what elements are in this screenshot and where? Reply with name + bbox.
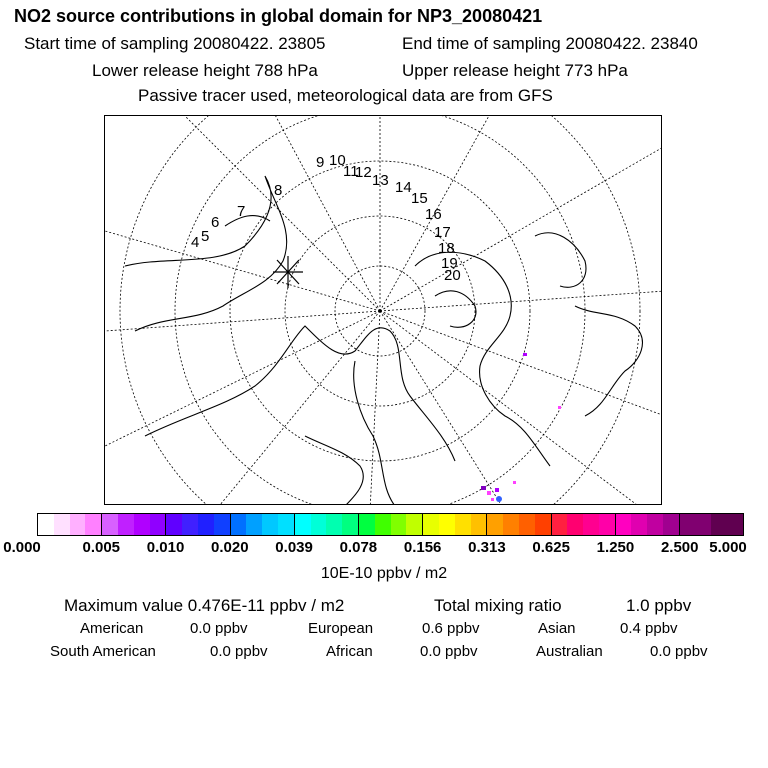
color-scale-swatch: [406, 514, 422, 535]
color-scale-tick-label: 0.010: [146, 539, 185, 556]
color-scale-swatch: [359, 514, 375, 535]
color-scale-swatch: [423, 514, 439, 535]
color-scale-swatch: [663, 514, 679, 535]
color-scale-swatch: [535, 514, 551, 535]
polar-map: [104, 115, 662, 505]
color-scale-swatch: [519, 514, 535, 535]
trajectory-label: 9: [316, 154, 325, 171]
plume-cell: [481, 486, 486, 490]
source-value-european: 0.6 ppbv: [422, 620, 480, 637]
color-scale-swatch: [616, 514, 632, 535]
plume-cell: [496, 496, 502, 502]
source-value-south-american: 0.0 ppbv: [210, 643, 268, 660]
color-scale-tick-label: 0.156: [403, 539, 442, 556]
color-scale-swatch: [711, 514, 743, 535]
trajectory-label: 18: [438, 240, 455, 257]
color-scale-tick-label: 0.078: [339, 539, 378, 556]
color-scale-swatch: [647, 514, 663, 535]
source-label-australian: Australian: [536, 643, 603, 660]
color-scale-swatch: [166, 514, 182, 535]
color-scale-box: [102, 514, 166, 535]
color-scale-tick-label: 5.000: [709, 539, 747, 556]
color-scale-swatch: [342, 514, 358, 535]
plume-cell: [491, 498, 494, 501]
color-scale-box: [38, 514, 102, 535]
color-scale-swatch: [471, 514, 487, 535]
color-scale-swatch: [680, 514, 712, 535]
meridian: [105, 311, 380, 331]
color-scale-box: [423, 514, 487, 535]
color-scale-swatch: [231, 514, 247, 535]
upper-release-height: Upper release height 773 hPa: [402, 61, 628, 80]
trajectory-label: 11: [343, 163, 359, 180]
trajectory-label: 12: [355, 164, 372, 181]
trajectory-label: 7: [237, 203, 246, 220]
color-scale-box: [166, 514, 230, 535]
max-value: Maximum value 0.476E-11 ppbv / m2: [64, 596, 345, 615]
plume-cell: [558, 406, 561, 409]
color-scale-bar: [37, 513, 744, 536]
meridian: [165, 116, 380, 311]
meridian: [265, 116, 380, 311]
color-scale-tick-label: 0.020: [211, 539, 249, 556]
source-label-european: European: [308, 620, 374, 637]
coastline-pacific: [575, 306, 642, 416]
coastline-islands: [435, 291, 476, 328]
meridian: [380, 146, 662, 311]
coastline-chukotka: [535, 233, 586, 287]
meridian: [105, 311, 380, 446]
source-label-african: African: [326, 643, 373, 660]
color-scale-swatch: [487, 514, 503, 535]
start-time: Start time of sampling 20080422. 23805: [24, 34, 326, 53]
source-label-asian: Asian: [538, 620, 576, 637]
trajectory-label: 15: [411, 190, 428, 207]
color-scale-box: [616, 514, 680, 535]
color-scale-box: [295, 514, 359, 535]
color-scale-tick-label: 0.313: [468, 539, 506, 556]
plume-cell: [513, 481, 516, 484]
meridian: [380, 311, 505, 505]
meridian: [105, 231, 380, 311]
meridian: [215, 311, 380, 505]
color-scale-swatch: [311, 514, 327, 535]
source-label-south-american: South American: [50, 643, 156, 660]
color-scale-swatch: [85, 514, 101, 535]
coastlines: [125, 176, 642, 505]
asterisk-icon: [273, 256, 303, 288]
coastline-canadian-arctic: [225, 216, 270, 226]
coastline-europe-south: [305, 436, 363, 505]
source-value-australian: 0.0 ppbv: [650, 643, 708, 660]
trajectory-label: 14: [395, 179, 412, 196]
color-scale-swatch: [631, 514, 647, 535]
color-scale-swatch: [118, 514, 134, 535]
meridian: [380, 291, 662, 311]
color-scale-swatch: [583, 514, 599, 535]
color-scale-swatch: [262, 514, 278, 535]
color-scale-box: [359, 514, 423, 535]
color-scale-swatch: [375, 514, 391, 535]
color-scale-swatch: [503, 514, 519, 535]
coastline-siberia: [415, 252, 550, 466]
source-value-african: 0.0 ppbv: [420, 643, 478, 660]
color-scale-swatch: [102, 514, 118, 535]
color-scale-swatch: [599, 514, 615, 535]
plume-cell: [487, 491, 491, 495]
color-scale-tick-label: 0.039: [275, 539, 313, 556]
meridian: [380, 311, 662, 416]
plume-cell: [523, 353, 527, 356]
color-scale-box: [487, 514, 551, 535]
color-scale-swatch: [246, 514, 262, 535]
total-mixing-label: Total mixing ratio: [434, 596, 562, 615]
color-scale-tick-label: 0.625: [532, 539, 570, 556]
coastline-north-america: [125, 176, 287, 331]
color-scale-swatch: [150, 514, 166, 535]
plot-title: NO2 source contributions in global domain for NP3_20080421: [14, 6, 543, 26]
color-scale-swatch: [54, 514, 70, 535]
color-scale-swatch: [391, 514, 407, 535]
lower-release-height: Lower release height 788 hPa: [92, 61, 318, 80]
color-scale-unit: 10E-10 ppbv / m2: [320, 565, 448, 582]
trajectory-label: 6: [211, 214, 220, 231]
trajectory-label: 10: [329, 152, 346, 169]
color-scale-tick-label: 0.005: [82, 539, 121, 556]
color-scale-swatch: [439, 514, 455, 535]
color-scale-swatch: [70, 514, 86, 535]
trajectory-label: 17: [434, 224, 451, 241]
color-scale-box: [680, 514, 743, 535]
end-time: End time of sampling 20080422. 23840: [402, 34, 698, 53]
trajectory-label: 16: [425, 206, 442, 223]
color-scale-swatch: [198, 514, 214, 535]
color-scale-swatch: [567, 514, 583, 535]
color-scale-box: [552, 514, 616, 535]
trajectory-label: 5: [201, 228, 210, 245]
source-label-american: American: [80, 620, 144, 637]
color-scale-box: [231, 514, 295, 535]
color-scale-tick-label: 1.250: [596, 539, 635, 556]
color-scale-swatch: [134, 514, 150, 535]
color-scale-swatch: [455, 514, 471, 535]
color-scale-swatch: [326, 514, 342, 535]
trajectory-label: 4: [191, 234, 200, 251]
source-value-asian: 0.4 ppbv: [620, 620, 678, 637]
tracer-note: Passive tracer used, meteorological data are from GFS: [138, 86, 553, 105]
color-scale-swatch: [182, 514, 198, 535]
total-mixing-value: 1.0 ppbv: [626, 596, 692, 615]
source-value-american: 0.0 ppbv: [190, 620, 248, 637]
trajectory-label: 19: [441, 255, 458, 272]
plume-cell: [495, 488, 499, 492]
meridian: [370, 311, 380, 505]
color-scale-tick-label: 0.000: [3, 539, 41, 556]
color-scale-swatch: [295, 514, 311, 535]
color-scale-swatch: [38, 514, 54, 535]
color-scale-swatch: [278, 514, 294, 535]
coastline-scandinavia: [354, 361, 395, 505]
color-scale-tick-label: 2.500: [660, 539, 699, 556]
trajectory-label: 20: [444, 267, 461, 284]
color-scale-swatch: [552, 514, 568, 535]
trajectory-label: 13: [372, 172, 389, 189]
trajectory-label: 8: [274, 182, 283, 199]
color-scale-swatch: [214, 514, 230, 535]
